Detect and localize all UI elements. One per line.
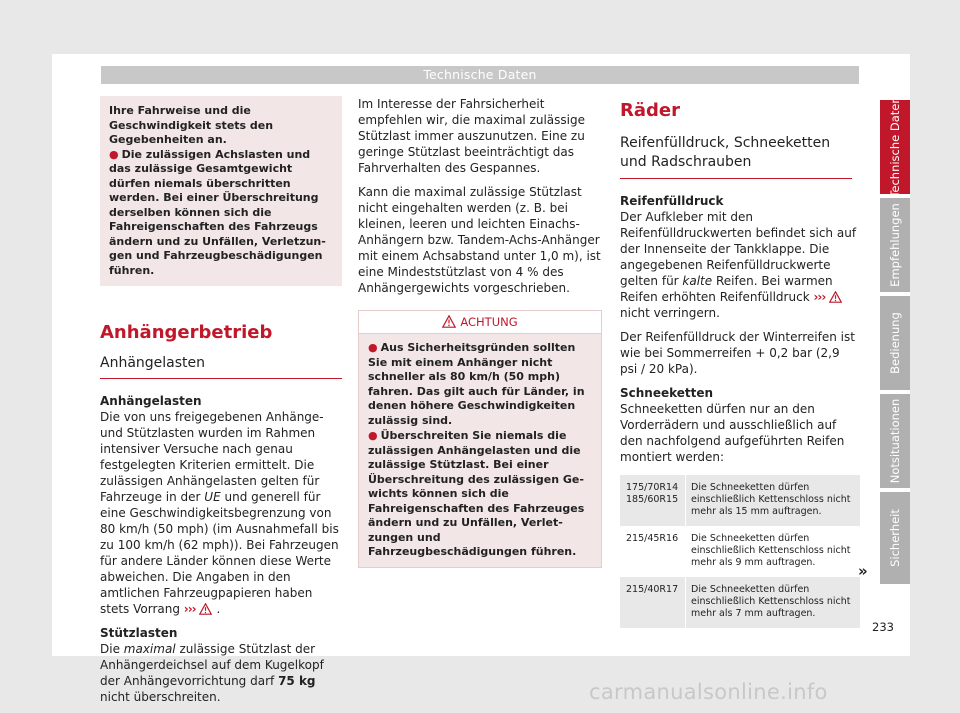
heading-stuetzlasten: Stützlasten [100, 626, 178, 640]
achtung-label: ACHTUNG [460, 315, 518, 329]
bullet-icon: ● [368, 341, 378, 354]
tire-size-cell: 215/40R17 [620, 577, 686, 628]
tire-note-cell: Die Schneeketten dürfen einschließlich Kettenschloss nicht mehr als 7 mm auftragen. [686, 577, 861, 628]
tire-size-cell: 175/70R14 185/60R15 [620, 475, 686, 526]
paragraph-anhaengelasten: Die von uns freigegebenen Anhänge- und Stützlasten wurden im Rahmen intensiver Versuche nach genau festgelegten Kriterien ermittelt. Die zulässigen Anhängelasten gelten für Fahrzeuge in der UE und generell für eine Geschwindigkeitsbegrenzung von 80 km/h (50 mph) (im Ausnahmefall bis zu 100 km/h (62 mph)). Bei Fahrzeugen für andere Länder können diese Werte abweichen. Die Angaben in den amtlichen Fahrzeugpapieren haben stets Vorrang ››› . [100, 410, 339, 616]
heading-anhaengelasten: Anhängelasten [100, 394, 202, 408]
tab-label: Sicherheit [888, 509, 902, 567]
tire-size-cell: 215/45R16 [620, 526, 686, 577]
paragraph-winterreifen: Der Reifenfülldruck der Winterreifen ist wie bei Sommerreifen + 0,2 bar (2,9 psi / 20 kPa). [620, 330, 855, 376]
paragraph-reifenfuelldruck: Der Aufkleber mit den Reifenfülldruckwerten befindet sich auf der Innenseite der Tankklappe. Die angegebenen Reifenfülldruckwerte gelten für kalte Reifen. Bei warmen Reifen erhöhten Reifenfülldruck ››› nicht verringern. [620, 210, 857, 320]
subsection-title-reifenfuelldruck: Reifenfülldruck, Schneeketten und Radschrauben [620, 130, 852, 179]
tab-empfehlungen[interactable] [880, 198, 910, 292]
paragraph-mindeststuetzlast: Kann die maximal zulässige Stützlast nicht eingehalten werden (z. B. bei kleinen, leeren und leichten Einachs-Anhängern bzw. Tandem-Achs-Anhänger mit einem Achsabstand unter 1,0 m), ist eine Mindeststützlast von 4 % des Anhängergewichts vorgeschrieben. [358, 185, 601, 295]
column-middle [358, 96, 602, 568]
warning-intro: Ihre Fahrweise und die Geschwindigkeit stets den Gegebenheiten an. [109, 104, 274, 146]
section-title-raeder: Räder [620, 100, 680, 121]
tab-sicherheit[interactable] [880, 492, 910, 584]
chevron-ref-icon[interactable]: ››› [813, 290, 826, 304]
tire-note-cell: Die Schneeketten dürfen einschließlich Kettenschloss nicht mehr als 15 mm auftragen. [686, 475, 861, 526]
tab-bedienung[interactable] [880, 296, 910, 390]
paragraph-stuetzlasten: Die maximal zulässige Stützlast der Anhängerdeichsel auf dem Kugelkopf der Anhängevorrichtung darf 75 kg nicht überschreiten. [100, 642, 324, 704]
schneeketten-table [620, 475, 860, 628]
warning-triangle-icon [829, 291, 842, 303]
table-row [620, 475, 860, 526]
tab-label: Bedienung [888, 312, 902, 374]
tire-note-cell: Die Schneeketten dürfen einschließlich Kettenschloss nicht mehr als 9 mm auftragen. [691, 533, 851, 568]
subsection-title-anhaengelasten: Anhängelasten [100, 350, 342, 379]
achtung-item: ● Aus Sicherheitsgründen sollten Sie mit einem Anhänger nicht schneller als 80 km/h (50 mph) fahren. Das gilt auch für Länder, in denen höhere Geschwindigkeiten zulässig sind. [368, 341, 585, 427]
tab-label: Empfehlungen [888, 203, 902, 287]
table-row [620, 577, 860, 628]
tab-label: Notsituationen [888, 398, 902, 484]
achtung-header [359, 311, 601, 334]
tab-notsituationen[interactable] [880, 394, 910, 488]
achtung-box [358, 310, 602, 568]
paragraph-schneeketten: Schneeketten dürfen nur an den Vorderrädern und ausschließlich auf den nachfolgend aufgeführten Reifen montiert werden: [620, 402, 845, 464]
achtung-item: ● Überschreiten Sie niemals die zulässigen Anhängelasten und die zulässige Stützlast. Bei einer Überschreitung des zulässigen Gewichts können sich die Fahreigenschaften des Fahrzeuges ändern und zu Unfällen, Verletzungen und Fahrzeugbeschädigungen führen. [368, 429, 585, 558]
page-number: 233 [872, 620, 894, 634]
column-right [620, 96, 860, 628]
page-header: Technische Daten [101, 66, 859, 84]
tab-label: Technische Daten [888, 96, 902, 198]
warning-bullet-item [109, 148, 334, 279]
watermark: carmanualsonline.info [589, 680, 828, 704]
achtung-body [359, 334, 601, 567]
heading-schneeketten: Schneeketten [620, 386, 714, 400]
bullet-icon: ● [109, 147, 119, 161]
bullet-icon: ● [368, 429, 378, 442]
warning-triangle-icon [199, 603, 212, 615]
warning-box-continued [100, 96, 342, 286]
tab-technische-daten[interactable] [880, 96, 910, 198]
heading-reifenfuelldruck: Reifenfülldruck [620, 194, 724, 208]
section-title-anhaengerbetrieb: Anhängerbetrieb [100, 322, 273, 343]
paragraph-fahrsicherheit: Im Interesse der Fahrsicherheit empfehlen wir, die maximal zulässige Stützlast immer auszunutzen. Eine zu geringe Stützlast beeinträchtigt das Fahrverhalten des Gespannes. [358, 97, 585, 175]
warning-bullet-text: Die zulässigen Achslasten und das zulässige Gesamtgewicht dürfen niemals überschritten werden. Bei einer Überschreitung derselben können sich die Fahreigenschaften des Fahrzeugs ändern und zu Unfällen, Verletzungen und Fahrzeugbeschädigungen führen. [109, 147, 326, 277]
continue-arrow-icon[interactable]: » [858, 562, 868, 580]
table-row [620, 526, 860, 577]
warning-triangle-icon [442, 315, 456, 328]
column-left [100, 96, 342, 713]
chevron-ref-icon[interactable]: ››› [183, 602, 196, 616]
